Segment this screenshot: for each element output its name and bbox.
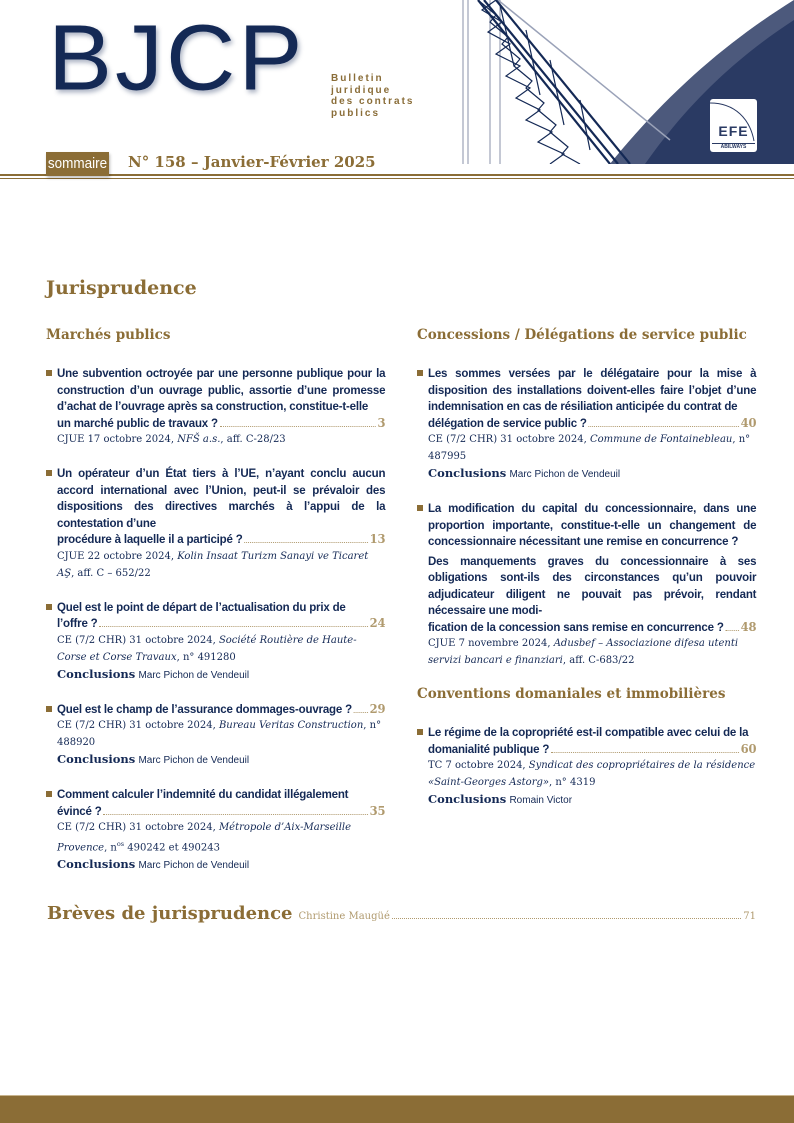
entry-question bbox=[57, 365, 385, 431]
entry-question bbox=[428, 500, 756, 550]
toc-entry[interactable] bbox=[46, 365, 385, 448]
conclusions-label: Conclusions bbox=[428, 466, 507, 480]
efe-logo bbox=[710, 99, 757, 152]
ref-number: , n° 488920 bbox=[57, 720, 382, 748]
question-text-end: Quel est le champ de l’assurance dommages-ouvrage ? bbox=[57, 701, 352, 716]
leader-line bbox=[57, 531, 385, 548]
conclusions-author: Marc Pichon de Vendeuil bbox=[138, 860, 250, 872]
subtitle-line: des contrats bbox=[331, 96, 415, 107]
case-reference bbox=[428, 635, 756, 669]
breves-author: Christine Maugüé bbox=[298, 911, 390, 922]
ref-party: NFŠ a.s. bbox=[177, 434, 221, 445]
bullet-square-icon bbox=[417, 729, 423, 735]
question-text: Le régime de la copropriété est-il compatible avec celui de la bbox=[428, 725, 749, 739]
dot-leader bbox=[551, 752, 739, 753]
bjcp-logo: BJCP bbox=[48, 6, 306, 110]
breves-title: Brèves de jurisprudence bbox=[47, 903, 293, 924]
ref-party: Commune de Fontainebleau bbox=[589, 434, 733, 445]
efe-logo-text: EFE bbox=[718, 123, 749, 139]
header-rule bbox=[0, 174, 794, 176]
question-text: La modification du capital du concessionnaire, dans une proportion importante, constitue-t-elle un changement de concessionnaire nécessitant une remise en concurrence ? bbox=[428, 501, 757, 548]
question-text: Un opérateur d’un État tiers à l’UE, n’ayant conclu aucun accord international avec l’Union, peut-il se prévaloir des dispositions des directives marchés à l’appui de la contestation d’une bbox=[57, 466, 386, 530]
page-number[interactable]: 3 bbox=[377, 415, 386, 430]
toc-entry[interactable] bbox=[46, 465, 385, 582]
left-column bbox=[46, 327, 385, 891]
section-title: Jurisprudence bbox=[46, 277, 197, 299]
conclusions-label: Conclusions bbox=[57, 857, 136, 872]
entry-question bbox=[57, 701, 385, 718]
ref-court: CE (7/2 CHR) 31 octobre 2024, bbox=[428, 434, 590, 445]
question-text-end: domanialité publique ? bbox=[428, 741, 550, 756]
bullet-square-icon bbox=[417, 505, 423, 511]
page-number[interactable]: 48 bbox=[740, 619, 757, 634]
conclusions bbox=[57, 666, 385, 684]
question-text: Comment calculer l’indemnité du candidat illégalement bbox=[57, 787, 349, 801]
ref-number: , n° 491280 bbox=[176, 651, 236, 663]
ref-court: CJUE 7 novembre 2024, bbox=[428, 638, 554, 649]
rubric-title: Marchés publics bbox=[46, 327, 171, 343]
ref-number: 490242 et 490243 bbox=[124, 842, 220, 854]
leader-line bbox=[428, 619, 756, 636]
issue-number: N° 158 – Janvier-Février 2025 bbox=[128, 153, 376, 171]
dot-leader bbox=[99, 626, 367, 627]
breves-entry[interactable] bbox=[47, 903, 756, 924]
question-text-end: fication de la concession sans remise en concurrence ? bbox=[428, 619, 724, 634]
question-text-end: procédure à laquelle il a participé ? bbox=[57, 532, 243, 546]
conclusions-author: Marc Pichon de Vendeuil bbox=[509, 469, 621, 480]
subtitle-line: publics bbox=[331, 107, 381, 119]
toc-entry[interactable] bbox=[46, 701, 385, 770]
case-reference bbox=[57, 548, 385, 582]
ref-court: CE (7/2 CHR) 31 octobre 2024, bbox=[57, 634, 219, 646]
bullet-square-icon bbox=[46, 604, 52, 610]
bullet-square-icon bbox=[46, 470, 52, 476]
ref-party: Bureau Veritas Construction bbox=[218, 720, 364, 731]
toc-entry[interactable] bbox=[417, 500, 756, 669]
entry-question bbox=[428, 365, 756, 431]
toc-entry[interactable] bbox=[46, 599, 385, 684]
case-reference bbox=[57, 819, 385, 856]
subtitle-line: Bulletin bbox=[331, 73, 384, 84]
dot-leader bbox=[726, 630, 739, 631]
case-reference bbox=[57, 431, 385, 448]
conclusions bbox=[57, 751, 385, 769]
subtitle-line: juridique bbox=[331, 84, 392, 96]
publication-subtitle bbox=[331, 73, 414, 119]
question-text-end: l’offre ? bbox=[57, 616, 98, 630]
abilways-text: ABILWAYS bbox=[712, 143, 755, 151]
conclusions-author: Marc Pichon de Vendeuil bbox=[138, 755, 250, 766]
question-text: Une subvention octroyée par une personne publique pour la construction d’un ouvrage public, assortie d’une promesse d’achat de l’ouvrage après sa construction, constitue-t-elle bbox=[57, 366, 386, 413]
entry-question bbox=[428, 724, 756, 757]
question-text: Quel est le point de départ de l’actualisation du prix de bbox=[57, 599, 346, 614]
conclusions-author: Marc Pichon de Vendeuil bbox=[138, 669, 250, 681]
ref-number: , n° 487995 bbox=[428, 434, 751, 462]
conclusions-label: Conclusions bbox=[57, 666, 136, 681]
dot-leader bbox=[104, 814, 368, 815]
entry-question bbox=[57, 465, 385, 548]
conclusions bbox=[57, 856, 385, 874]
leader-line bbox=[428, 415, 756, 432]
page-number[interactable]: 13 bbox=[369, 532, 386, 546]
bullet-square-icon bbox=[46, 370, 52, 376]
rubric-title: Conventions domaniales et immobilières bbox=[417, 686, 726, 702]
ref-party: Kolin Insaat Turizm Sanayi ve Ticaret AŞ bbox=[57, 550, 369, 579]
page-number[interactable]: 35 bbox=[369, 803, 386, 818]
page-number[interactable]: 60 bbox=[740, 741, 757, 756]
dot-leader bbox=[589, 426, 739, 427]
question-text: Les sommes versées par le délégataire pour la mise à disposition des installations doivent-elles faire l’objet d’une indemnisation en cas de résiliation anticipée du contrat de bbox=[428, 366, 757, 413]
ref-party: Syndicat des copropriétaires de la résidence «Saint-Georges Astorg» bbox=[428, 760, 756, 788]
bullet-square-icon bbox=[46, 791, 52, 797]
ref-superscript: os bbox=[116, 840, 125, 848]
entry-question-secondary bbox=[428, 553, 756, 636]
toc-entry[interactable] bbox=[417, 724, 756, 809]
conclusions-label: Conclusions bbox=[428, 792, 507, 806]
ref-court: CJUE 22 octobre 2024, bbox=[57, 550, 178, 562]
dot-leader bbox=[392, 918, 741, 919]
header-rule-thin bbox=[0, 178, 794, 179]
ref-number: , n° 4319 bbox=[549, 777, 596, 788]
ref-court: CE (7/2 CHR) 31 octobre 2024, bbox=[57, 720, 219, 731]
entry-question bbox=[57, 786, 385, 819]
leader-line bbox=[57, 615, 385, 632]
conclusions bbox=[428, 465, 756, 483]
ref-court: CJUE 17 octobre 2024, bbox=[57, 434, 178, 445]
page-number[interactable]: 29 bbox=[369, 701, 386, 716]
lattice-bracing bbox=[478, 0, 590, 164]
question-text-end: délégation de service public ? bbox=[428, 415, 587, 430]
page-number[interactable]: 71 bbox=[743, 911, 756, 922]
dot-leader bbox=[354, 712, 368, 713]
case-reference bbox=[428, 431, 756, 465]
bullet-square-icon bbox=[417, 370, 423, 376]
conclusions-label: Conclusions bbox=[57, 752, 136, 766]
leader-line bbox=[57, 415, 385, 432]
right-column bbox=[417, 327, 756, 826]
page-number[interactable]: 40 bbox=[740, 415, 757, 430]
bullet-square-icon bbox=[46, 706, 52, 712]
ref-court: TC 7 octobre 2024, bbox=[428, 760, 529, 771]
rubric-title: Concessions / Délégations de service public bbox=[417, 327, 747, 343]
ref-party: Métropole d’Aix-Marseille Provence bbox=[57, 822, 352, 854]
question-text-end: évincé ? bbox=[57, 803, 102, 818]
case-reference bbox=[57, 632, 385, 666]
crane-illustration bbox=[440, 0, 794, 164]
ref-number: , aff. C – 652/22 bbox=[71, 567, 151, 579]
ref-party: Adusbef – Associazione difesa utenti servizi bancari e finanziari bbox=[428, 638, 739, 666]
entry-question bbox=[57, 599, 385, 632]
conclusions bbox=[428, 791, 756, 809]
leader-line bbox=[428, 741, 756, 758]
question-text-end: un marché public de travaux ? bbox=[57, 415, 218, 430]
ref-number: , aff. C-683/22 bbox=[562, 655, 635, 666]
case-reference bbox=[57, 717, 385, 751]
sommaire-tab: sommaire bbox=[46, 152, 109, 176]
ref-party: Société Routière de Haute-Corse et Corse Travaux bbox=[57, 634, 357, 663]
ref-number: , n bbox=[104, 842, 117, 854]
page-number[interactable]: 24 bbox=[369, 616, 386, 630]
leader-line bbox=[57, 803, 385, 820]
toc-entry[interactable] bbox=[46, 786, 385, 874]
case-reference bbox=[428, 757, 756, 791]
question-text: Des manquements graves du concessionnaire à ses obligations sont-ils des circonstances qu’un pouvoir adjudicateur diligent ne pouvait pas prévoir, rendant nécessaire une modi- bbox=[428, 553, 757, 617]
footer-bar bbox=[0, 1096, 794, 1123]
leader-line bbox=[57, 701, 385, 718]
ref-court: CE (7/2 CHR) 31 octobre 2024, bbox=[57, 822, 219, 833]
toc-entry[interactable] bbox=[417, 365, 756, 483]
dot-leader bbox=[220, 426, 376, 427]
ref-number: , aff. C-28/23 bbox=[220, 434, 286, 445]
conclusions-author: Romain Victor bbox=[509, 795, 573, 806]
dot-leader bbox=[245, 542, 368, 543]
